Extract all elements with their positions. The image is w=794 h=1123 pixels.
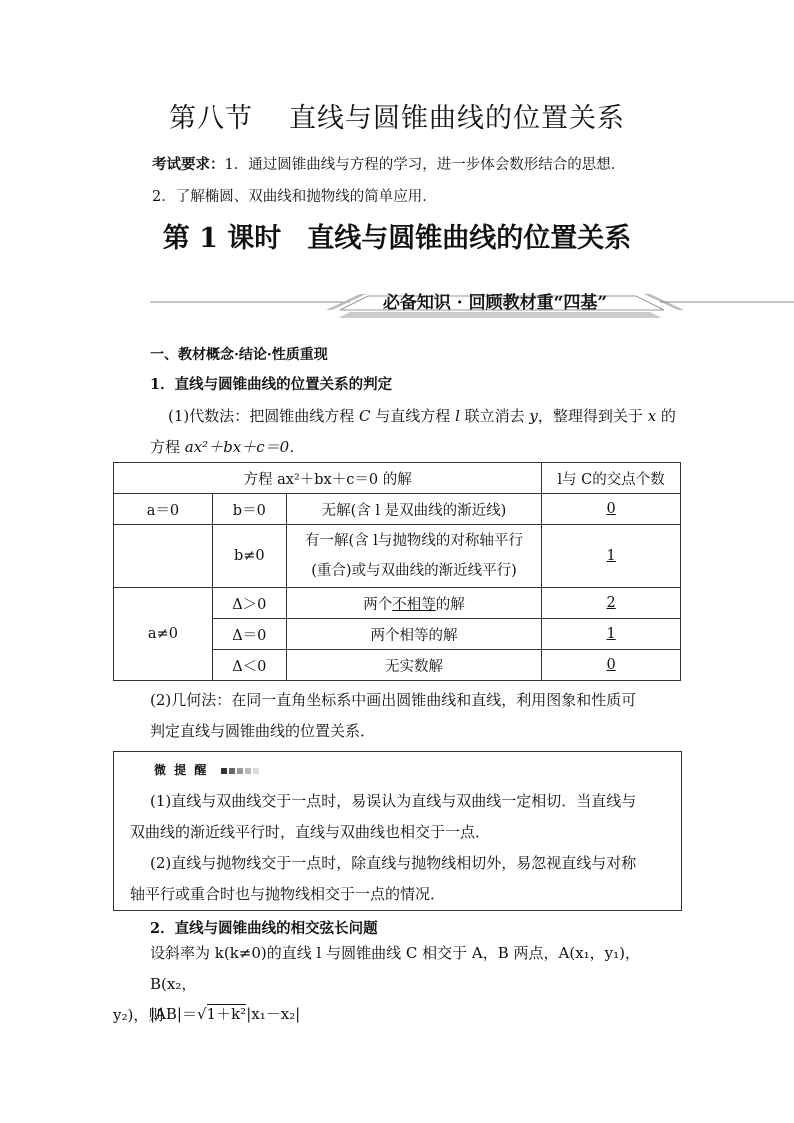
cell-delta: Δ＝0 xyxy=(212,619,286,650)
lesson-name: 直线与圆锥曲线的位置关系 xyxy=(307,223,632,254)
cell-desc: 无解(含 l 是双曲线的渐近线) xyxy=(286,494,541,525)
cell-desc: 无实数解 xyxy=(286,650,541,681)
subsection-heading: 一、教材概念·结论·性质重现 xyxy=(150,347,328,363)
chord-length-formula: |AB|＝√1＋k²|x₁－x₂| xyxy=(150,1005,301,1023)
table-row xyxy=(114,525,681,588)
exam-requirements-line2: 2．了解椭圆、双曲线和抛物线的简单应用． xyxy=(152,189,437,205)
cell-b-zero: b＝0 xyxy=(212,494,286,525)
tip-label: 微 提 醒 xyxy=(154,763,209,777)
section-number: 第八节 xyxy=(169,103,253,134)
requirements-label: 考试要求： xyxy=(152,156,225,173)
cell-count: 1 xyxy=(542,619,681,650)
section-title xyxy=(0,96,794,135)
sqrt-icon: √ xyxy=(196,1005,207,1023)
cell-a-nonzero: a≠0 xyxy=(114,588,213,681)
tip-box xyxy=(113,751,682,911)
chord-length-intro: 设斜率为 k(k≠0)的直线 l 与圆锥曲线 C 相交于 A，B 两点，A(x₁，y₁)，B(x₂， y₂)，则 xyxy=(113,944,640,1024)
requirements-item1: 1．通过圆锥曲线与方程的学习，进一步体会数形结合的思想． xyxy=(224,157,626,173)
section-name: 直线与圆锥曲线的位置关系 xyxy=(289,103,625,134)
table-header-count: l与 C的交点个数 xyxy=(542,463,681,494)
cell-desc: 有一解(含 l与抛物线的对称轴平行 (重合)或与双曲线的渐近线平行) xyxy=(286,525,541,588)
tip-point-2: (2)直线与抛物线交于一点时，除直线与抛物线相切外，易忽视直线与对称 轴平行或重合时也与抛物线相交于一点的情况． xyxy=(130,854,637,903)
algebra-method: (1)代数法：把圆锥曲线方程 C 与直线方程 l 联立消去 y，整理得到关于 x 的 方程 ax²＋bx＋c＝0． xyxy=(150,407,676,456)
table-header-row xyxy=(114,463,681,494)
lesson-number: 第 1 课时 xyxy=(162,223,282,254)
cell-b-nonzero: b≠0 xyxy=(212,525,286,588)
cell-desc: 两个相等的解 xyxy=(286,619,541,650)
cell-count: 2 xyxy=(542,588,681,619)
table-row xyxy=(114,494,681,525)
solution-table xyxy=(113,462,681,681)
tip-point-1: (1)直线与双曲线交于一点时，易误认为直线与双曲线一定相切．当直线与 双曲线的渐近线平行时，直线与双曲线也相交于一点． xyxy=(130,792,637,841)
cell-desc: 两个不相等的解 xyxy=(286,588,541,619)
cell-count: 1 xyxy=(542,525,681,588)
cell-count: 0 xyxy=(542,494,681,525)
cell-a-zero: a＝0 xyxy=(114,494,213,525)
cell-delta: Δ＞0 xyxy=(212,588,286,619)
item2-heading: 2．直线与圆锥曲线的相交弦长问题 xyxy=(150,920,378,937)
tip-dots-icon xyxy=(221,763,261,777)
lesson-title xyxy=(0,216,794,255)
banner-text: 必备知识 · 回顾教材重“四基” xyxy=(382,293,608,313)
table-row xyxy=(114,588,681,619)
exam-requirements-line1 xyxy=(152,153,625,174)
item1-heading: 1．直线与圆锥曲线的位置关系的判定 xyxy=(150,376,393,393)
geometry-method: (2)几何法：在同一直角坐标系中画出圆锥曲线和直线，利用图象和性质可 判定直线与圆锥曲线的位置关系． xyxy=(150,691,637,740)
tip-header xyxy=(154,761,261,778)
table-header-equation: 方程 ax²＋bx＋c＝0 的解 xyxy=(114,463,542,494)
knowledge-banner xyxy=(150,284,794,318)
cell-count: 0 xyxy=(542,650,681,681)
cell-delta: Δ＜0 xyxy=(212,650,286,681)
cell-empty xyxy=(114,525,213,588)
